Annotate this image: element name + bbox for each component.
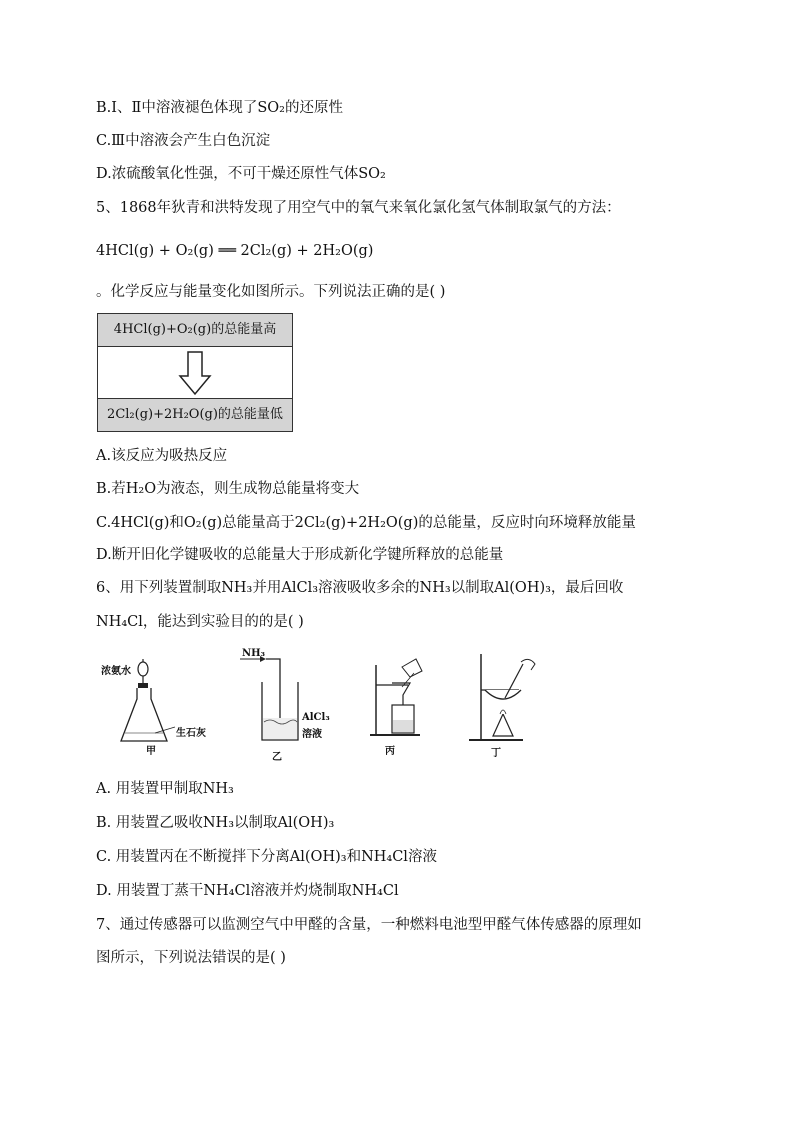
apparatus-yi-solution-label-2: 溶液 [302, 729, 322, 740]
q6-option-a: A. 用装置甲制取NH₃ [96, 781, 234, 797]
q5-option-c: C.4HCl(g)和O₂(g)总能量高于2Cl₂(g)+2H₂O(g)的总能量，反应时向环境释放能量 [96, 515, 636, 531]
apparatus-jia-name: 甲 [146, 746, 156, 757]
q5-option-d: D.断开旧化学键吸收的总能量大于形成新化学键所释放的总能量 [96, 547, 504, 563]
q5-equation: 4HCl(g) + O₂(g) ══ 2Cl₂(g) + 2H₂O(g) [96, 243, 374, 259]
q6-option-d: D. 用装置丁蒸干NH₄Cl溶液并灼烧制取NH₄Cl [96, 883, 399, 899]
q6-stem-line1: 6、用下列装置制取NH₃并用AlCl₃溶液吸收多余的NH₃以制取Al(OH)₃，最后回收 [96, 580, 624, 596]
q5-option-b: B.若H₂O为液态，则生成物总能量将变大 [96, 481, 360, 497]
q5-stem: 5、1868年狄青和洪特发现了用空气中的氧气来氧化氯化氢气体制取氯气的方法： [96, 200, 621, 216]
q7-stem-line1: 7、通过传感器可以监测空气中甲醛的含量，一种燃料电池型甲醛气体传感器的原理如 [96, 917, 642, 933]
energy-diagram-bottom-label: 2Cl₂(g)+2H₂O(g)的总能量低 [98, 398, 292, 431]
apparatus-ding-figure [465, 650, 545, 745]
apparatus-bing-name: 丙 [385, 746, 395, 757]
down-arrow-icon [180, 352, 210, 396]
q4-option-d: D.浓硫酸氧化性强，不可干燥还原性气体SO₂ [96, 166, 386, 182]
apparatus-yi-gas-label: NH₃ [242, 648, 265, 659]
apparatus-ding-name: 丁 [491, 748, 501, 759]
q7-stem-line2: 图所示，下列说法错误的是( ) [96, 950, 286, 966]
energy-diagram [97, 313, 293, 432]
apparatus-jia-top-label: 浓氨水 [101, 666, 131, 677]
q6-option-c: C. 用装置丙在不断搅拌下分离Al(OH)₃和NH₄Cl溶液 [96, 849, 437, 865]
apparatus-jia-side-label: 生石灰 [176, 728, 206, 739]
q4-option-b: B.Ⅰ、Ⅱ中溶液褪色体现了SO₂的还原性 [96, 100, 343, 116]
q5-option-a: A.该反应为吸热反应 [96, 448, 228, 464]
q6-option-b: B. 用装置乙吸收NH₃以制取Al(OH)₃ [96, 815, 335, 831]
energy-diagram-top-label: 4HCl(g)+O₂(g)的总能量高 [98, 314, 292, 347]
apparatus-yi-figure [240, 648, 300, 748]
q5-stem-2: 。化学反应与能量变化如图所示。下列说法正确的是( ) [96, 284, 446, 300]
q4-option-c: C.Ⅲ中溶液会产生白色沉淀 [96, 133, 271, 149]
apparatus-yi-name: 乙 [272, 752, 282, 763]
q6-stem-line2: NH₄Cl，能达到实验目的的是( ) [96, 614, 304, 630]
apparatus-yi-solution-label-1: AlCl₃ [302, 712, 330, 723]
apparatus-bing-figure [370, 655, 440, 740]
